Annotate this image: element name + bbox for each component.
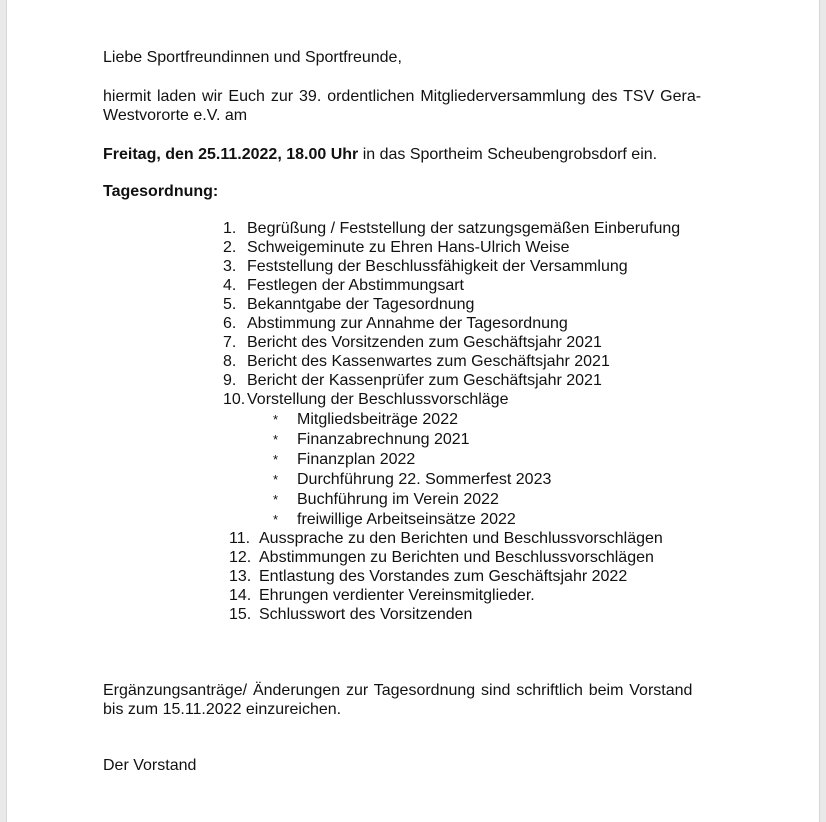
note-line-2: bis zum 15.11.2022 einzureichen. bbox=[103, 701, 342, 718]
agenda-item bbox=[229, 529, 663, 548]
agenda-item bbox=[223, 257, 628, 276]
agenda-item-number: 13. bbox=[229, 568, 252, 585]
agenda-item bbox=[223, 295, 474, 314]
sub-list-item-text: Mitgliedsbeiträge 2022 bbox=[297, 411, 458, 428]
agenda-item-text: Abstimmung zur Annahme der Tagesordnung bbox=[247, 315, 568, 332]
agenda-item-number: 6. bbox=[223, 315, 237, 332]
agenda-item bbox=[223, 314, 568, 333]
sub-list-item-text: Finanzabrechnung 2021 bbox=[297, 431, 470, 448]
agenda-item bbox=[223, 238, 570, 257]
agenda-item-text: Bericht der Kassenprüfer zum Geschäftsjahr 2021 bbox=[247, 372, 602, 389]
asterisk-bullet-icon: * bbox=[273, 452, 279, 467]
agenda-item-number: 15. bbox=[229, 606, 252, 623]
agenda-item bbox=[223, 276, 464, 295]
signature: Der Vorstand bbox=[103, 757, 197, 774]
asterisk-bullet-icon: * bbox=[273, 432, 279, 447]
sub-list-item-text: Buchführung im Verein 2022 bbox=[297, 491, 499, 508]
agenda-item bbox=[223, 219, 680, 238]
meeting-date: Freitag, den 25.11.2022, 18.00 Uhr bbox=[103, 146, 359, 163]
agenda-item bbox=[223, 390, 508, 409]
sub-list-item-text: Durchführung 22. Sommerfest 2023 bbox=[297, 471, 552, 488]
agenda-item-text: Bekanntgabe der Tagesordnung bbox=[247, 296, 475, 313]
agenda-item-text: Festlegen der Abstimmungsart bbox=[247, 277, 464, 294]
agenda-item-number: 8. bbox=[223, 353, 237, 370]
sub-list-item-text: freiwillige Arbeitseinsätze 2022 bbox=[297, 511, 516, 528]
agenda-item bbox=[223, 352, 610, 371]
sub-list-item-text: Finanzplan 2022 bbox=[297, 451, 416, 468]
agenda-item-text: Vorstellung der Beschlussvorschläge bbox=[247, 391, 509, 408]
note-line-1: Ergänzungsanträge/ Änderungen zur Tagesordnung sind schriftlich beim Vorstand bbox=[103, 682, 693, 699]
agenda-item-number: 9. bbox=[223, 372, 237, 389]
agenda-title: Tagesordnung: bbox=[103, 183, 219, 200]
agenda-item-number: 3. bbox=[223, 258, 237, 275]
agenda-item-number: 4. bbox=[223, 277, 237, 294]
invitation-line-2: Westvororte e.V. am bbox=[103, 107, 248, 124]
document-page bbox=[6, 0, 820, 822]
agenda-item-text: Entlastung des Vorstandes zum Geschäftsjahr 2022 bbox=[259, 568, 628, 585]
asterisk-bullet-icon: * bbox=[273, 472, 279, 487]
agenda-item bbox=[229, 586, 535, 605]
agenda-item bbox=[223, 333, 602, 352]
agenda-item-number: 5. bbox=[223, 296, 237, 313]
asterisk-bullet-icon: * bbox=[273, 512, 279, 527]
meeting-location: in das Sportheim Scheubengrobsdorf ein. bbox=[358, 146, 658, 163]
agenda-item-text: Schlusswort des Vorsitzenden bbox=[259, 606, 473, 623]
meeting-date-line bbox=[103, 145, 657, 164]
agenda-item bbox=[229, 548, 654, 567]
agenda-item bbox=[229, 567, 627, 586]
agenda-item-text: Ehrungen verdienter Vereinsmitglieder. bbox=[259, 587, 535, 604]
agenda-item-number: 7. bbox=[223, 334, 237, 351]
agenda-item-text: Begrüßung / Feststellung der satzungsgemäßen Einberufung bbox=[247, 220, 681, 237]
invitation-line-1: hiermit laden wir Euch zur 39. ordentlichen Mitgliederversammlung des TSV Gera- bbox=[103, 88, 702, 105]
agenda-item-number: 12. bbox=[229, 549, 252, 566]
agenda-item-number: 14. bbox=[229, 587, 252, 604]
agenda-item-number: 2. bbox=[223, 239, 237, 256]
agenda-item bbox=[223, 371, 602, 390]
agenda-item-text: Abstimmungen zu Berichten und Beschlussvorschlägen bbox=[259, 549, 654, 566]
agenda-item-text: Bericht des Vorsitzenden zum Geschäftsjahr 2021 bbox=[247, 334, 602, 351]
asterisk-bullet-icon: * bbox=[273, 492, 279, 507]
agenda-item-number: 11. bbox=[229, 530, 251, 547]
agenda-item-text: Aussprache zu den Berichten und Beschlussvorschlägen bbox=[259, 530, 663, 547]
agenda-item-text: Bericht des Kassenwartes zum Geschäftsjahr 2021 bbox=[247, 353, 610, 370]
agenda-item-number: 10. bbox=[223, 391, 246, 408]
agenda-item-text: Schweigeminute zu Ehren Hans-Ulrich Weise bbox=[247, 239, 570, 256]
asterisk-bullet-icon: * bbox=[273, 412, 279, 427]
agenda-item-number: 1. bbox=[223, 220, 237, 237]
agenda-item bbox=[229, 605, 472, 624]
greeting: Liebe Sportfreundinnen und Sportfreunde, bbox=[103, 49, 402, 66]
agenda-item-text: Feststellung der Beschlussfähigkeit der Versammlung bbox=[247, 258, 628, 275]
